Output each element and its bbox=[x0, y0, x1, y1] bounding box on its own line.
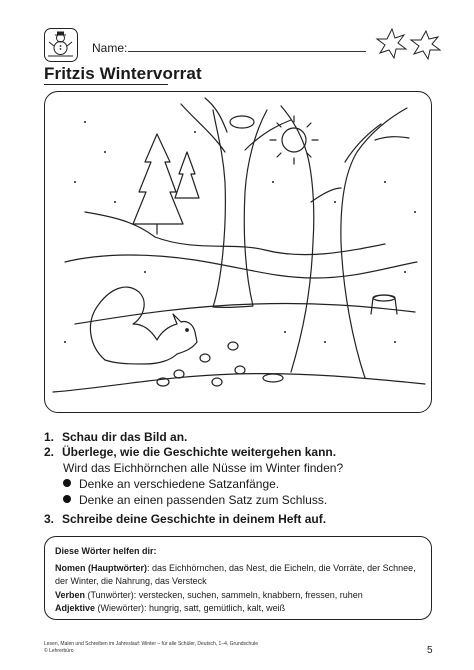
verbs-row bbox=[55, 589, 421, 603]
snowman-icon bbox=[45, 29, 76, 60]
task-number: 3. bbox=[44, 512, 55, 526]
nouns-list: : das Eichhörnchen, das Nest, die Eicheln, die Vorräte, der Schnee, der Winter, die Nahrung, das Versteck bbox=[55, 562, 416, 586]
footer-copyright: © Lehrerbüro bbox=[44, 648, 74, 654]
hint-text: Denke an verschiedene Satzanfänge. bbox=[79, 477, 280, 491]
nouns-row bbox=[55, 562, 421, 589]
snowman-logo-box bbox=[44, 28, 78, 62]
task-text: Schreibe deine Geschichte in deinem Heft auf. bbox=[62, 512, 327, 526]
bullet-dot-icon bbox=[63, 479, 71, 487]
word-box-heading: Diese Wörter helfen dir: bbox=[55, 546, 157, 556]
task-1 bbox=[44, 430, 187, 444]
footer-source: Lesen, Malen und Schreiben im Jahreslauf: Winter – für alle Schüler, Deutsch, 1–4, Grundschule bbox=[44, 641, 259, 647]
adjectives-row bbox=[55, 602, 421, 616]
task-text: Überlege, wie die Geschichte weitergehen kann. bbox=[62, 445, 337, 459]
page-title: Fritzis Wintervorrat bbox=[44, 64, 202, 83]
winter-forest-illustration bbox=[45, 92, 432, 413]
star-icon bbox=[374, 26, 444, 62]
task-2-question: Wird das Eichhörnchen alle Nüsse im Winter finden? bbox=[63, 461, 344, 475]
name-label: Name: bbox=[92, 41, 128, 55]
hint-text: Denke an einen passenden Satz zum Schluss. bbox=[79, 493, 328, 507]
page-number: 5 bbox=[427, 645, 433, 656]
bullet-dot-icon bbox=[63, 495, 71, 503]
name-field[interactable] bbox=[128, 51, 366, 52]
footer bbox=[44, 641, 258, 655]
task-text: Schau dir das Bild an. bbox=[62, 430, 188, 444]
task-3 bbox=[44, 512, 326, 526]
task-2 bbox=[44, 445, 336, 459]
nouns-label: Nomen (Hauptwörter) bbox=[55, 562, 147, 573]
title-underline bbox=[44, 84, 168, 85]
adjectives-label: Adjektive bbox=[55, 603, 96, 613]
task-number: 1. bbox=[44, 430, 55, 444]
verbs-label: Verben bbox=[55, 589, 86, 600]
hint-bullet bbox=[63, 477, 279, 491]
adjectives-list: (Wiewörter): hungrig, satt, gemütlich, kalt, weiß bbox=[95, 603, 286, 613]
hint-bullet bbox=[63, 493, 327, 507]
word-help-box bbox=[44, 536, 432, 620]
illustration-frame bbox=[44, 91, 432, 413]
task-number: 2. bbox=[44, 445, 55, 459]
verbs-list: (Tunwörter): verstecken, suchen, sammeln, knabbern, fressen, ruhen bbox=[85, 589, 363, 600]
